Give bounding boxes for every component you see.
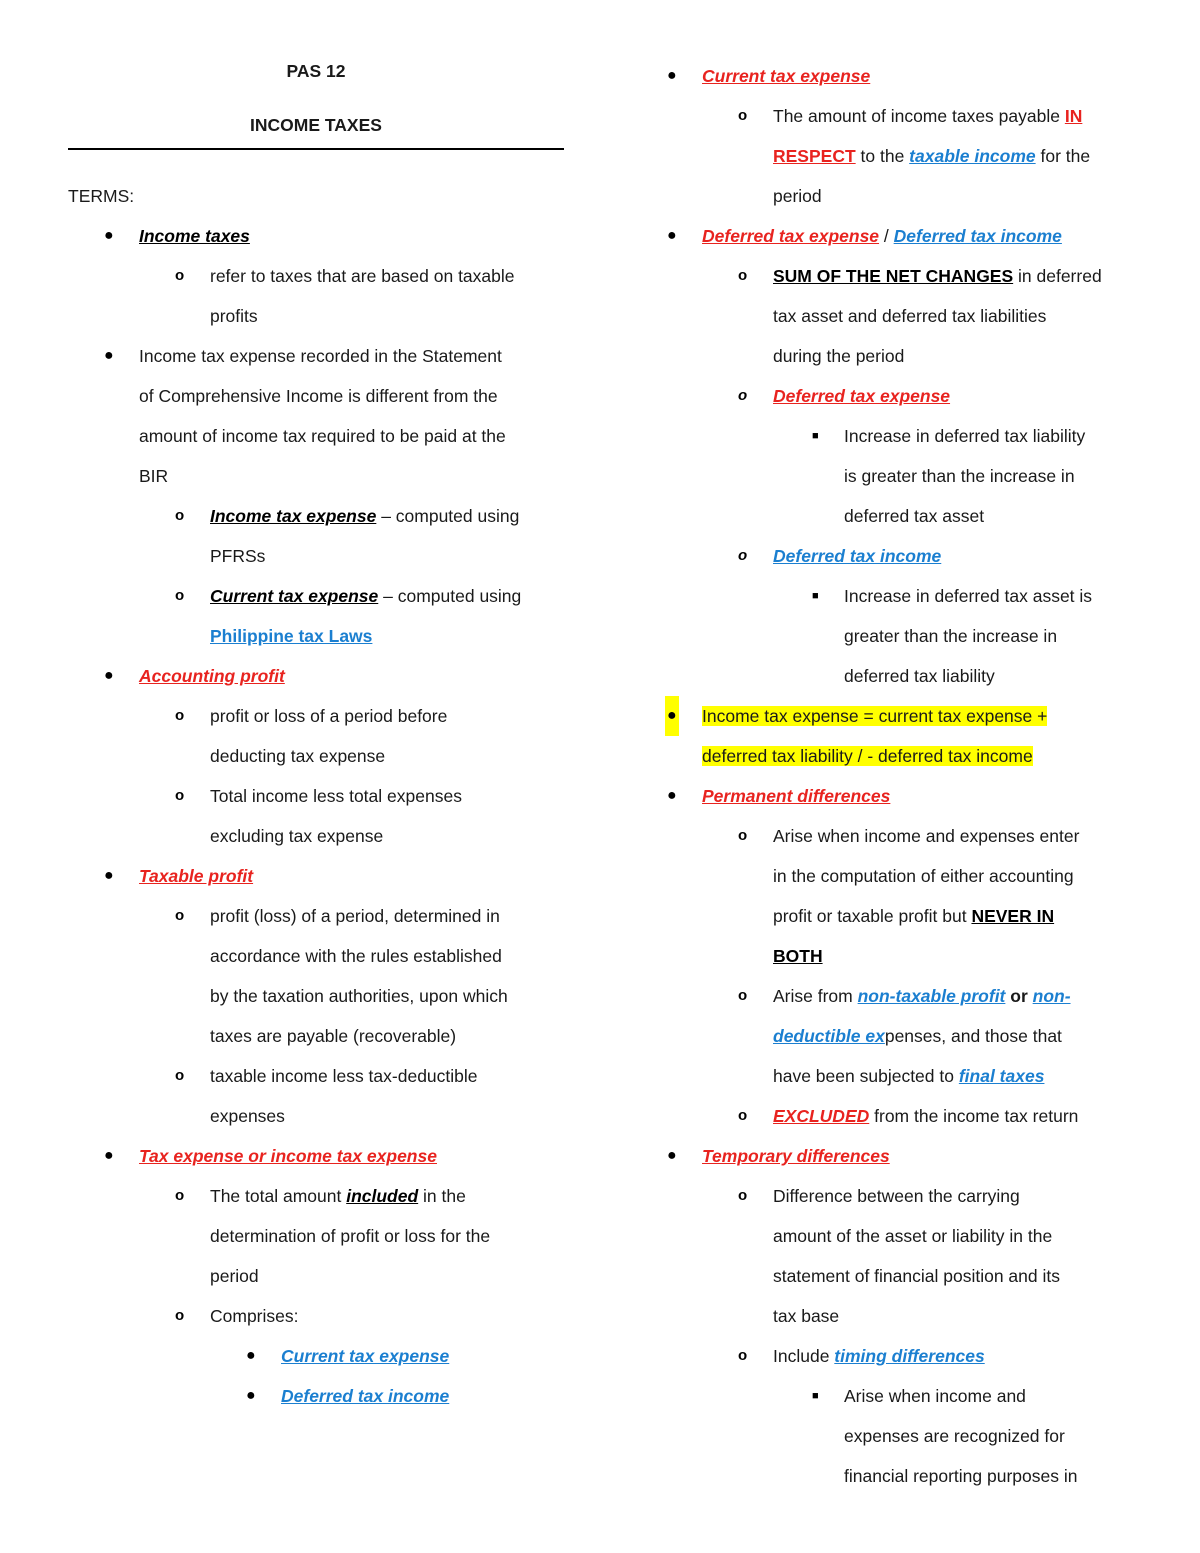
left-column — [68, 56, 564, 1416]
emphasis-text: included — [346, 1186, 419, 1206]
definition-text: tax asset and deferred tax liabilities — [773, 306, 1047, 326]
list-item — [662, 736, 1132, 776]
body-text: PFRSs — [210, 546, 266, 566]
non-deductible-term: non- — [1032, 986, 1071, 1006]
emphasis-text: NEVER IN — [971, 906, 1055, 926]
list-item — [662, 696, 1132, 736]
circle-bullet-icon: o — [175, 267, 185, 284]
list-item — [68, 736, 564, 776]
term-income-taxes: Income taxes — [139, 226, 250, 246]
definition-text: for the — [1035, 146, 1091, 166]
circle-bullet-icon: o — [738, 1347, 748, 1364]
formula-text: Income tax expense = current tax expense + — [702, 706, 1048, 726]
list-item — [662, 616, 1132, 656]
bullet-icon: ● — [104, 347, 114, 364]
circle-bullet-icon: o — [738, 987, 748, 1004]
definition-text: The amount of income taxes payable — [773, 106, 1065, 126]
list-item — [662, 136, 1132, 176]
circle-bullet-icon: o — [738, 107, 748, 124]
term-temporary-differences: Temporary differences — [702, 1146, 890, 1166]
list-item — [68, 376, 564, 416]
definition-text: accordance with the rules established — [210, 946, 502, 966]
definition-text: determination of profit or loss for the — [210, 1226, 491, 1246]
list-item — [662, 376, 1132, 416]
square-bullet-icon: ■ — [812, 590, 819, 602]
circle-bullet-icon: o — [738, 387, 748, 404]
right-column — [662, 56, 1132, 1496]
definition-text: to the — [855, 146, 910, 166]
definition-text: period — [210, 1266, 259, 1286]
document-title: PAS 12 — [286, 61, 346, 81]
definition-text: amount of the asset or liability in the — [773, 1226, 1053, 1246]
list-item — [662, 1296, 1132, 1336]
list-item — [662, 456, 1132, 496]
list-item — [68, 976, 564, 1016]
circle-bullet-icon: o — [175, 1307, 185, 1324]
square-bullet-icon: ■ — [812, 1390, 819, 1402]
circle-bullet-icon: o — [738, 1107, 748, 1124]
definition-text: Arise from — [773, 986, 858, 1006]
definition-text: Increase in deferred tax liability — [844, 426, 1086, 446]
circle-bullet-icon: o — [175, 1187, 185, 1204]
list-item — [662, 1416, 1132, 1456]
emphasis-text: RESPECT — [773, 146, 856, 166]
list-item — [68, 1176, 564, 1216]
term-deferred-tax-income: Deferred tax income — [773, 546, 942, 566]
circle-bullet-icon: o — [738, 547, 748, 564]
list-item — [68, 1216, 564, 1256]
list-item — [662, 1216, 1132, 1256]
bullet-icon: ● — [104, 227, 114, 244]
document-subtitle: INCOME TAXES — [250, 115, 382, 135]
definition-text: Include — [773, 1346, 835, 1366]
list-item — [68, 296, 564, 336]
list-item — [662, 856, 1132, 896]
definition-text: is greater than the increase in — [844, 466, 1075, 486]
definition-text: profit or taxable profit but — [773, 906, 972, 926]
definition-text: Arise when income and expenses enter — [773, 826, 1080, 846]
list-item — [68, 816, 564, 856]
definition-text: Comprises: — [210, 1306, 299, 1326]
emphasis-text: EXCLUDED — [773, 1106, 870, 1126]
term-deferred-tax-income: Deferred tax income — [893, 226, 1062, 246]
definition-text: taxes are payable (recoverable) — [210, 1026, 457, 1046]
list-item — [68, 416, 564, 456]
square-bullet-icon: ■ — [812, 430, 819, 442]
terms-list-continued — [662, 56, 1132, 1496]
list-item — [662, 1456, 1132, 1496]
list-item — [68, 1256, 564, 1296]
circle-bullet-icon: o — [738, 267, 748, 284]
list-item — [662, 976, 1132, 1016]
list-item — [662, 896, 1132, 936]
list-item — [68, 456, 564, 496]
definition-text: excluding tax expense — [210, 826, 384, 846]
definition-text: financial reporting purposes in — [844, 1466, 1078, 1486]
list-item — [68, 576, 564, 616]
list-item — [68, 856, 564, 896]
definition-text: in the — [418, 1186, 466, 1206]
bullet-icon: ● — [104, 1147, 114, 1164]
list-item — [68, 936, 564, 976]
term-current-tax-expense: Current tax expense — [702, 66, 871, 86]
definition-text: by the taxation authorities, upon which — [210, 986, 508, 1006]
term-current-tax-expense: Current tax expense — [210, 586, 379, 606]
body-text: amount of income tax required to be paid at the — [139, 426, 506, 446]
list-item — [662, 1336, 1132, 1376]
bullet-icon: ● — [104, 667, 114, 684]
taxable-income-term: taxable income — [909, 146, 1036, 166]
term-income-tax-expense: Income tax expense — [210, 506, 377, 526]
definition-text: The total amount — [210, 1186, 347, 1206]
term-deferred-tax-expense: Deferred tax expense — [773, 386, 951, 406]
list-item — [662, 656, 1132, 696]
definition-text: expenses — [210, 1106, 285, 1126]
body-text: BIR — [139, 466, 169, 486]
definition-text: from the income tax return — [869, 1106, 1079, 1126]
definition-text: Difference between the carrying — [773, 1186, 1020, 1206]
circle-bullet-icon: o — [175, 787, 185, 804]
definition-text: Arise when income and — [844, 1386, 1026, 1406]
list-item — [662, 216, 1132, 256]
list-item — [68, 656, 564, 696]
list-item — [68, 336, 564, 376]
bullet-icon: ● — [665, 696, 679, 736]
term-tax-expense: Tax expense or income tax expense — [139, 1146, 437, 1166]
bullet-icon: ● — [104, 867, 114, 884]
terms-label: TERMS: — [68, 186, 135, 206]
definition-text: profit (loss) of a period, determined in — [210, 906, 500, 926]
component-current-tax-expense: Current tax expense — [281, 1346, 450, 1366]
term-permanent-differences: Permanent differences — [702, 786, 891, 806]
list-item — [662, 416, 1132, 456]
definition-text: tax base — [773, 1306, 840, 1326]
list-item — [68, 536, 564, 576]
title-divider — [68, 148, 564, 150]
formula-text: deferred tax liability / - deferred tax income — [702, 746, 1033, 766]
list-item — [662, 936, 1132, 976]
list-item — [68, 1016, 564, 1056]
definition-text: period — [773, 186, 822, 206]
list-item — [68, 256, 564, 296]
bullet-icon: ● — [667, 787, 677, 804]
bullet-icon: ● — [246, 1347, 256, 1364]
list-item — [662, 1376, 1132, 1416]
term-accounting-profit: Accounting profit — [139, 666, 285, 686]
list-item — [68, 1056, 564, 1096]
list-item — [68, 1136, 564, 1176]
circle-bullet-icon: o — [738, 1187, 748, 1204]
circle-bullet-icon: o — [738, 827, 748, 844]
emphasis-text: IN — [1064, 106, 1083, 126]
timing-differences-term: timing differences — [834, 1346, 985, 1366]
list-item — [662, 1136, 1132, 1176]
list-item — [68, 216, 564, 256]
body-text: of Comprehensive Income is different from the — [139, 386, 498, 406]
circle-bullet-icon: o — [175, 707, 185, 724]
philippine-tax-laws-term: Philippine tax Laws — [210, 626, 373, 646]
list-item — [662, 776, 1132, 816]
list-item — [662, 256, 1132, 296]
list-item — [68, 616, 564, 656]
list-item — [662, 1056, 1132, 1096]
definition-text: profits — [210, 306, 258, 326]
bullet-icon: ● — [246, 1387, 256, 1404]
list-item — [68, 896, 564, 936]
terms-list — [68, 216, 564, 1416]
list-item — [662, 576, 1132, 616]
definition-text: Increase in deferred tax asset is — [844, 586, 1093, 606]
circle-bullet-icon: o — [175, 1067, 185, 1084]
list-item — [68, 696, 564, 736]
list-item — [662, 1176, 1132, 1216]
list-item — [68, 1336, 564, 1376]
emphasis-text: BOTH — [773, 946, 823, 966]
list-item — [662, 176, 1132, 216]
list-item — [662, 1256, 1132, 1296]
non-taxable-profit-term: non-taxable profit — [857, 986, 1006, 1006]
list-item — [662, 816, 1132, 856]
component-deferred-tax-income: Deferred tax income — [281, 1386, 450, 1406]
definition-text: in the computation of either accounting — [773, 866, 1074, 886]
definition-text: have been subjected to — [773, 1066, 959, 1086]
list-item — [662, 296, 1132, 336]
list-item — [68, 776, 564, 816]
list-item — [68, 1376, 564, 1416]
bullet-icon: ● — [667, 227, 677, 244]
definition-text: greater than the increase in — [844, 626, 1058, 646]
definition-text: in deferred — [1013, 266, 1102, 286]
definition-text: or — [1005, 986, 1033, 1006]
definition-text: taxable income less tax-deductible — [210, 1066, 478, 1086]
list-item — [662, 536, 1132, 576]
emphasis-text: SUM OF THE NET CHANGES — [773, 266, 1014, 286]
definition-text: during the period — [773, 346, 905, 366]
list-item — [662, 1016, 1132, 1056]
term-deferred-tax-expense: Deferred tax expense — [702, 226, 880, 246]
circle-bullet-icon: o — [175, 907, 185, 924]
definition-text: deferred tax asset — [844, 506, 985, 526]
body-text: – computed using — [378, 586, 522, 606]
bullet-icon: ● — [667, 67, 677, 84]
term-taxable-profit: Taxable profit — [139, 866, 254, 886]
circle-bullet-icon: o — [175, 507, 185, 524]
list-item — [662, 1096, 1132, 1136]
definition-text: refer to taxes that are based on taxable — [210, 266, 515, 286]
separator-text: / — [879, 226, 894, 246]
body-text: Income tax expense recorded in the Statement — [139, 346, 502, 366]
list-item — [662, 56, 1132, 96]
definition-text: profit or loss of a period before — [210, 706, 448, 726]
definition-text: statement of financial position and its — [773, 1266, 1060, 1286]
definition-text: Total income less total expenses — [210, 786, 462, 806]
bullet-icon: ● — [667, 1147, 677, 1164]
list-item — [68, 496, 564, 536]
list-item — [68, 1296, 564, 1336]
list-item — [68, 1096, 564, 1136]
list-item — [662, 96, 1132, 136]
definition-text: expenses are recognized for — [844, 1426, 1065, 1446]
non-deductible-term: deductible ex — [773, 1026, 885, 1046]
list-item — [662, 496, 1132, 536]
definition-text: deferred tax liability — [844, 666, 995, 686]
body-text: – computed using — [376, 506, 520, 526]
final-taxes-term: final taxes — [958, 1066, 1045, 1086]
definition-text: deducting tax expense — [210, 746, 386, 766]
list-item — [662, 336, 1132, 376]
definition-text: penses, and those that — [884, 1026, 1062, 1046]
circle-bullet-icon: o — [175, 587, 185, 604]
